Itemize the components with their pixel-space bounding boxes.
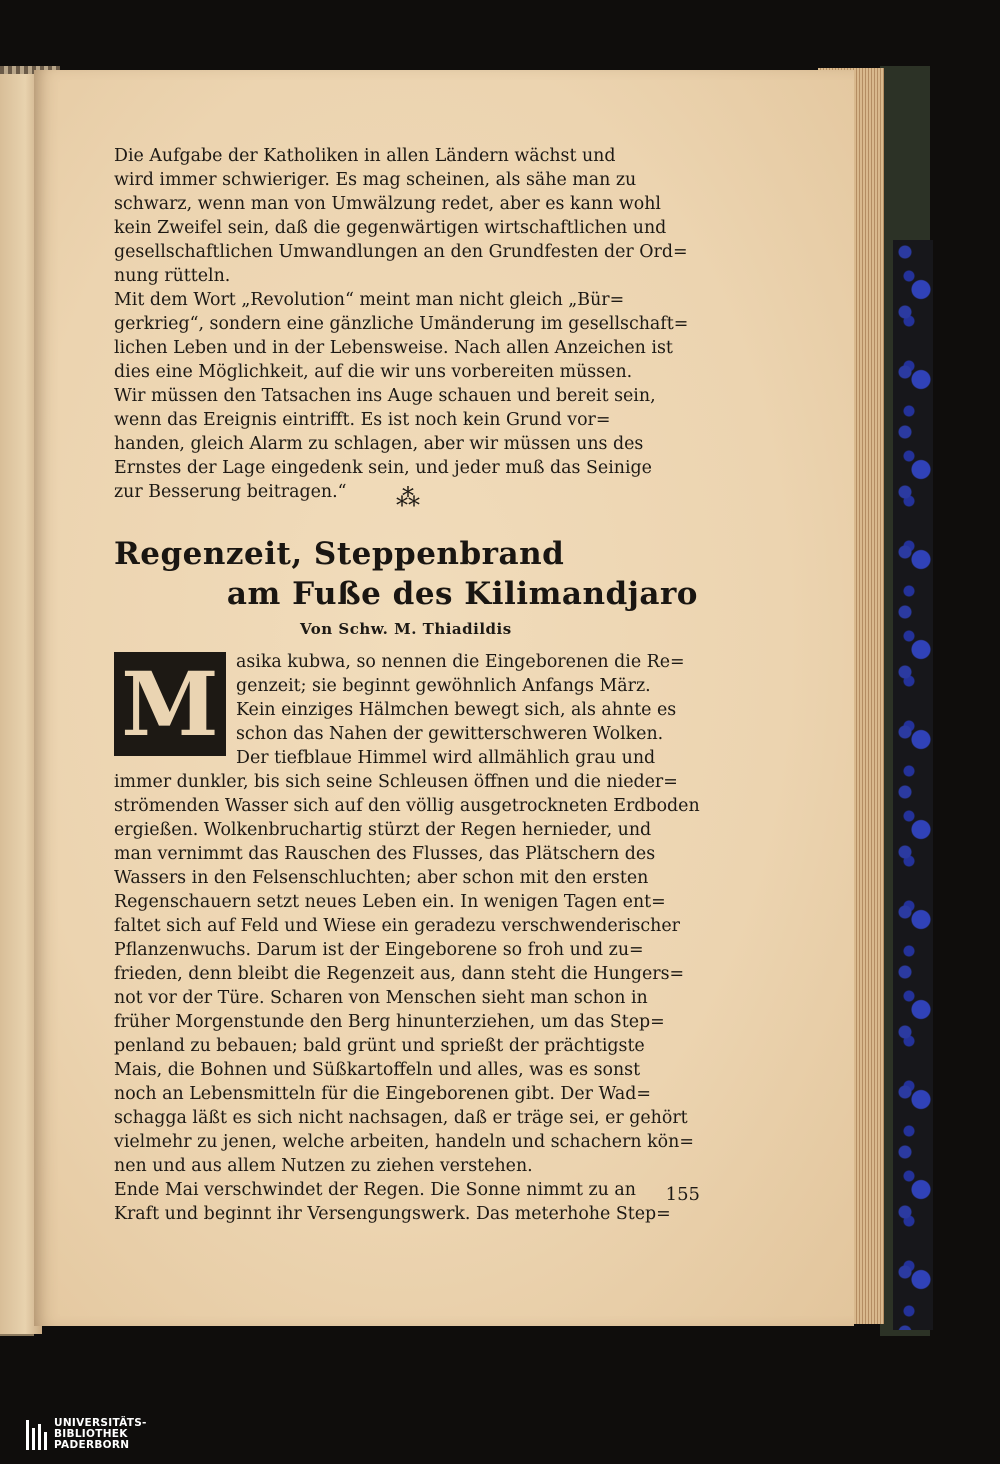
- text-line: Ernstes der Lage eingedenk sein, und jeder muß das Seinige: [114, 458, 652, 478]
- text-line: noch an Lebensmitteln für die Eingeborenen gibt. Der Wad=: [114, 1084, 651, 1104]
- text-line: wenn das Ereignis eintrifft. Es ist noch kein Grund vor=: [114, 410, 611, 430]
- text-line: Wir müssen den Tatsachen ins Auge schauen und bereit sein,: [114, 386, 656, 406]
- text-line: strömenden Wasser sich auf den völlig ausgetrockneten Erdboden: [114, 796, 700, 816]
- text-line: zur Besserung beitragen.“: [114, 482, 347, 502]
- text-line: gerkrieg“, sondern eine gänzliche Umänderung im gesellschaft=: [114, 314, 689, 334]
- text-line: dies eine Möglichkeit, auf die wir uns vorbereiten müssen.: [114, 362, 633, 382]
- article-byline: Von Schw. M. Thiadildis: [300, 620, 512, 638]
- text-line: asika kubwa, so nennen die Eingeborenen die Re=: [236, 652, 685, 672]
- text-line: schon das Nahen der gewitterschweren Wolken.: [236, 724, 664, 744]
- text-line: Wassers in den Felsenschluchten; aber schon mit den ersten: [114, 868, 649, 888]
- text-line: schagga läßt es sich nicht nachsagen, daß er träge sei, er gehört: [114, 1108, 688, 1128]
- text-line: frieden, denn bleibt die Regenzeit aus, dann steht die Hungers=: [114, 964, 685, 984]
- text-line: immer dunkler, bis sich seine Schleusen öffnen und die nieder=: [114, 772, 678, 792]
- logo-line-2: BIBLIOTHEK: [54, 1428, 128, 1440]
- library-logo-text: [54, 1418, 147, 1451]
- text-line: lichen Leben und in der Lebensweise. Nach allen Anzeichen ist: [114, 338, 673, 358]
- text-line: Kraft und beginnt ihr Versengungswerk. Das meterhohe Step=: [114, 1204, 671, 1224]
- text-line: kein Zweifel sein, daß die gegenwärtigen wirtschaftlichen und: [114, 218, 667, 238]
- top-paragraphs: [114, 144, 700, 504]
- text-line: nen und aus allem Nutzen zu ziehen verstehen.: [114, 1156, 533, 1176]
- drop-cap-letter: M: [121, 652, 219, 756]
- text-line: man vernimmt das Rauschen des Flusses, das Plätschern des: [114, 844, 656, 864]
- text-line: Ende Mai verschwindet der Regen. Die Sonne nimmt zu an: [114, 1180, 636, 1200]
- article-body: [114, 770, 700, 1226]
- text-line: Der tiefblaue Himmel wird allmählich grau und: [236, 748, 656, 768]
- library-logo-icon: [26, 1420, 46, 1450]
- drop-cap: [114, 652, 226, 756]
- text-line: Mais, die Bohnen und Süßkartoffeln und alles, was es sonst: [114, 1060, 641, 1080]
- text-line: not vor der Türe. Scharen von Menschen sieht man schon in: [114, 988, 648, 1008]
- text-line: wird immer schwieriger. Es mag scheinen, als sähe man zu: [114, 170, 637, 190]
- logo-line-3: PADERBORN: [54, 1439, 130, 1451]
- text-line: gesellschaftlichen Umwandlungen an den Grundfesten der Ord=: [114, 242, 688, 262]
- text-line: nung rütteln.: [114, 266, 231, 286]
- drop-cap-lines: [236, 650, 700, 770]
- article-title-line1: Regenzeit, Steppenbrand: [114, 536, 565, 572]
- marbled-cover: [893, 240, 933, 1330]
- text-line: vielmehr zu jenen, welche arbeiten, handeln und schachern kön=: [114, 1132, 694, 1152]
- text-line: penland zu bebauen; bald grünt und sprießt der prächtigste: [114, 1036, 645, 1056]
- text-line: Die Aufgabe der Katholiken in allen Ländern wächst und: [114, 146, 616, 166]
- logo-line-1: UNIVERSITÄTS-: [54, 1417, 147, 1429]
- page-number: 155: [665, 1184, 700, 1205]
- text-line: schwarz, wenn man von Umwälzung redet, aber es kann wohl: [114, 194, 661, 214]
- article-title-line2: am Fuße des Kilimandjaro: [226, 576, 698, 612]
- text-line: handen, gleich Alarm zu schlagen, aber wir müssen uns des: [114, 434, 644, 454]
- text-line: Mit dem Wort „Revolution“ meint man nicht gleich „Bür=: [114, 290, 625, 310]
- text-line: Regenschauern setzt neues Leben ein. In wenigen Tagen ent=: [114, 892, 666, 912]
- text-line: Kein einziges Hälmchen bewegt sich, als ahnte es: [236, 700, 677, 720]
- text-line: Pflanzenwuchs. Darum ist der Eingeborene so froh und zu=: [114, 940, 644, 960]
- text-line: ergießen. Wolkenbruchartig stürzt der Regen hernieder, und: [114, 820, 652, 840]
- text-line: früher Morgenstunde den Berg hinunterziehen, um das Step=: [114, 1012, 665, 1032]
- text-line: faltet sich auf Feld und Wiese ein geradezu verschwenderischer: [114, 916, 680, 936]
- text-line: genzeit; sie beginnt gewöhnlich Anfangs März.: [236, 676, 651, 696]
- section-ornament: ⁂: [396, 484, 420, 512]
